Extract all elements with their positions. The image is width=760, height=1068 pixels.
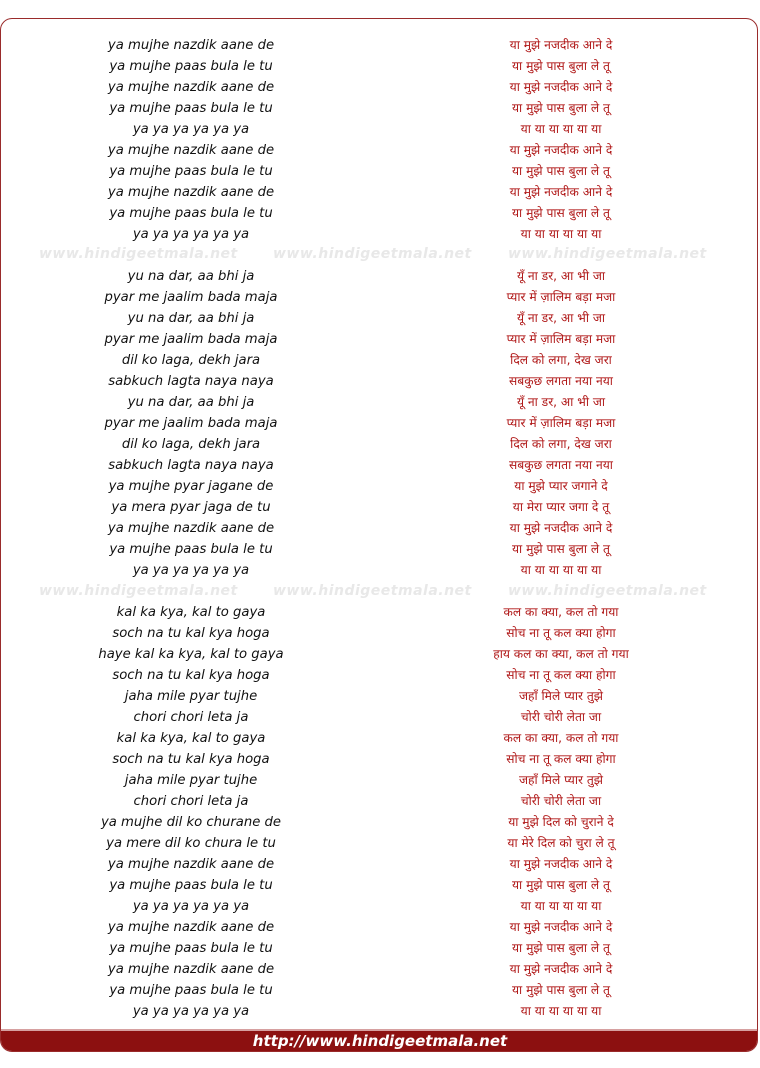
lyric-line-hindi: कल का क्या, कल तो गया [503, 731, 619, 745]
lyric-line-hindi: चोरी चोरी लेता जा [520, 710, 602, 724]
lyric-line-hindi: सबकुछ लगता नया नया [509, 458, 613, 472]
lyric-line-roman: pyar me jaalim bada maja [104, 332, 278, 347]
lyric-line-roman: ya mujhe nazdik aane de [107, 185, 275, 200]
lyric-line-roman: ya mere dil ko chura le tu [106, 836, 276, 851]
lyric-line-roman: ya mujhe paas bula le tu [109, 206, 273, 221]
lyric-line-hindi: या मुझे नजदीक आने दे [509, 521, 613, 535]
lyric-line-roman: ya mujhe paas bula le tu [109, 983, 273, 998]
lyric-line-roman: ya mujhe nazdik aane de [107, 80, 275, 95]
lyric-line-hindi: या मुझे नजदीक आने दे [509, 857, 613, 871]
lyric-line-roman: jaha mile pyar tujhe [124, 689, 258, 704]
footer-url-link[interactable]: http://www.hindigeetmala.net [252, 1032, 508, 1050]
lyric-line-roman: chori chori leta ja [133, 710, 249, 725]
lyric-line-hindi: प्यार में ज़ालिम बड़ा मजा [506, 416, 616, 430]
lyric-line-roman: ya mujhe nazdik aane de [107, 38, 275, 53]
lyric-line-hindi: या या या या या या [520, 899, 602, 913]
lyric-line-hindi: या मुझे पास बुला ले तू [511, 206, 610, 220]
lyric-line-roman: yu na dar, aa bhi ja [127, 395, 255, 410]
lyric-line-roman: pyar me jaalim bada maja [104, 416, 278, 431]
lyric-line-hindi: चोरी चोरी लेता जा [520, 794, 602, 808]
watermark-text: www.hindigeetmala.net [508, 246, 707, 262]
lyric-line-roman: ya mujhe paas bula le tu [109, 59, 273, 74]
lyric-line-hindi: हाय कल का क्या, कल तो गया [493, 647, 629, 661]
lyric-line-hindi: या मुझे दिल को चुराने दे [508, 815, 614, 829]
lyric-line-hindi: प्यार में ज़ालिम बड़ा मजा [506, 332, 616, 346]
lyric-line-hindi: जहाँ मिले प्यार तुझे [518, 689, 604, 703]
watermark-text: www.hindigeetmala.net [273, 246, 472, 262]
lyric-line-roman: haye kal ka kya, kal to gaya [98, 647, 284, 662]
lyric-line-hindi: जहाँ मिले प्यार तुझे [518, 773, 604, 787]
lyric-line-roman: ya mujhe nazdik aane de [107, 521, 275, 536]
lyric-line-roman: chori chori leta ja [133, 794, 249, 809]
footer-url-bar[interactable] [1, 1029, 758, 1051]
lyric-line-roman: ya mujhe pyar jagane de [108, 479, 274, 494]
stanza-gap [371, 245, 751, 266]
lyric-line-hindi: या मुझे पास बुला ले तू [511, 101, 610, 115]
lyric-line-roman: pyar me jaalim bada maja [104, 290, 278, 305]
lyric-line-roman: soch na tu kal kya hoga [112, 668, 270, 683]
lyric-line-hindi: या मेरे दिल को चुरा ले तू [507, 836, 615, 850]
lyric-line-roman: ya mujhe nazdik aane de [107, 920, 275, 935]
watermark-text: www.hindigeetmala.net [39, 246, 238, 262]
lyric-line-hindi: प्यार में ज़ालिम बड़ा मजा [506, 290, 616, 304]
lyric-line-roman: ya mujhe paas bula le tu [109, 542, 273, 557]
lyric-line-roman: yu na dar, aa bhi ja [127, 269, 255, 284]
lyric-line-roman: soch na tu kal kya hoga [112, 752, 270, 767]
lyric-line-hindi: या मेरा प्यार जगा दे तू [512, 500, 610, 514]
lyric-line-hindi: या मुझे पास बुला ले तू [511, 941, 610, 955]
lyric-line-roman: dil ko laga, dekh jara [121, 353, 261, 368]
watermark-text: www.hindigeetmala.net [39, 583, 238, 599]
lyric-line-roman: ya ya ya ya ya ya [132, 1004, 250, 1019]
lyric-line-hindi: या मुझे पास बुला ले तू [511, 59, 610, 73]
lyric-line-roman: soch na tu kal kya hoga [112, 626, 270, 641]
lyric-line-hindi: या या या या या या [520, 563, 602, 577]
lyric-line-hindi: या मुझे पास बुला ले तू [511, 542, 610, 556]
lyric-line-roman: ya mujhe nazdik aane de [107, 143, 275, 158]
lyric-line-hindi: यूँ ना डर, आ भी जा [516, 269, 606, 283]
lyric-line-hindi: कल का क्या, कल तो गया [503, 605, 619, 619]
lyric-line-roman: yu na dar, aa bhi ja [127, 311, 255, 326]
lyric-line-hindi: या मुझे नजदीक आने दे [509, 38, 613, 52]
lyric-line-roman: dil ko laga, dekh jara [121, 437, 261, 452]
lyric-line-roman: ya ya ya ya ya ya [132, 122, 250, 137]
lyric-line-hindi: दिल को लगा, देख जरा [510, 353, 612, 367]
stanza-gap [371, 581, 751, 602]
lyric-line-hindi: सोच ना तू कल क्या होगा [506, 668, 616, 682]
hindi-lyrics-column [371, 35, 751, 1022]
lyric-line-roman: ya mujhe paas bula le tu [109, 101, 273, 116]
lyric-line-hindi: या मुझे नजदीक आने दे [509, 143, 613, 157]
lyric-line-hindi: या मुझे नजदीक आने दे [509, 185, 613, 199]
lyric-line-hindi: सबकुछ लगता नया नया [509, 374, 613, 388]
lyric-line-roman: ya mera pyar jaga de tu [111, 500, 271, 515]
lyric-line-roman: sabkuch lagta naya naya [108, 458, 274, 473]
lyric-line-roman: ya mujhe paas bula le tu [109, 164, 273, 179]
lyric-line-hindi: या या या या या या [520, 1004, 602, 1018]
lyric-line-hindi: या मुझे पास बुला ले तू [511, 878, 610, 892]
lyric-line-hindi: या मुझे नजदीक आने दे [509, 80, 613, 94]
stanza-gap [1, 245, 381, 266]
lyric-line-roman: ya mujhe paas bula le tu [109, 878, 273, 893]
lyric-line-roman: jaha mile pyar tujhe [124, 773, 258, 788]
lyric-line-roman: ya ya ya ya ya ya [132, 227, 250, 242]
lyric-line-hindi: या या या या या या [520, 227, 602, 241]
lyric-line-hindi: दिल को लगा, देख जरा [510, 437, 612, 451]
lyric-line-roman: ya ya ya ya ya ya [132, 563, 250, 578]
lyric-line-roman: kal ka kya, kal to gaya [116, 605, 266, 620]
lyric-line-roman: ya mujhe nazdik aane de [107, 857, 275, 872]
lyrics-frame [0, 18, 758, 1052]
lyric-line-roman: ya ya ya ya ya ya [132, 899, 250, 914]
lyric-line-roman: kal ka kya, kal to gaya [116, 731, 266, 746]
lyric-line-hindi: या या या या या या [520, 122, 602, 136]
lyric-line-hindi: यूँ ना डर, आ भी जा [516, 395, 606, 409]
roman-lyrics-column [1, 35, 381, 1022]
lyric-line-hindi: या मुझे प्यार जगाने दे [514, 479, 608, 493]
lyric-line-hindi: यूँ ना डर, आ भी जा [516, 311, 606, 325]
lyric-line-hindi: या मुझे पास बुला ले तू [511, 983, 610, 997]
lyric-line-roman: sabkuch lagta naya naya [108, 374, 274, 389]
lyric-line-hindi: या मुझे नजदीक आने दे [509, 962, 613, 976]
stanza-gap [1, 581, 381, 602]
lyric-line-hindi: या मुझे पास बुला ले तू [511, 164, 610, 178]
lyric-line-hindi: सोच ना तू कल क्या होगा [506, 752, 616, 766]
watermark-text: www.hindigeetmala.net [273, 583, 472, 599]
lyric-line-hindi: सोच ना तू कल क्या होगा [506, 626, 616, 640]
lyric-line-roman: ya mujhe nazdik aane de [107, 962, 275, 977]
lyric-line-hindi: या मुझे नजदीक आने दे [509, 920, 613, 934]
lyric-line-roman: ya mujhe dil ko churane de [100, 815, 281, 830]
lyric-line-roman: ya mujhe paas bula le tu [109, 941, 273, 956]
watermark-text: www.hindigeetmala.net [508, 583, 707, 599]
